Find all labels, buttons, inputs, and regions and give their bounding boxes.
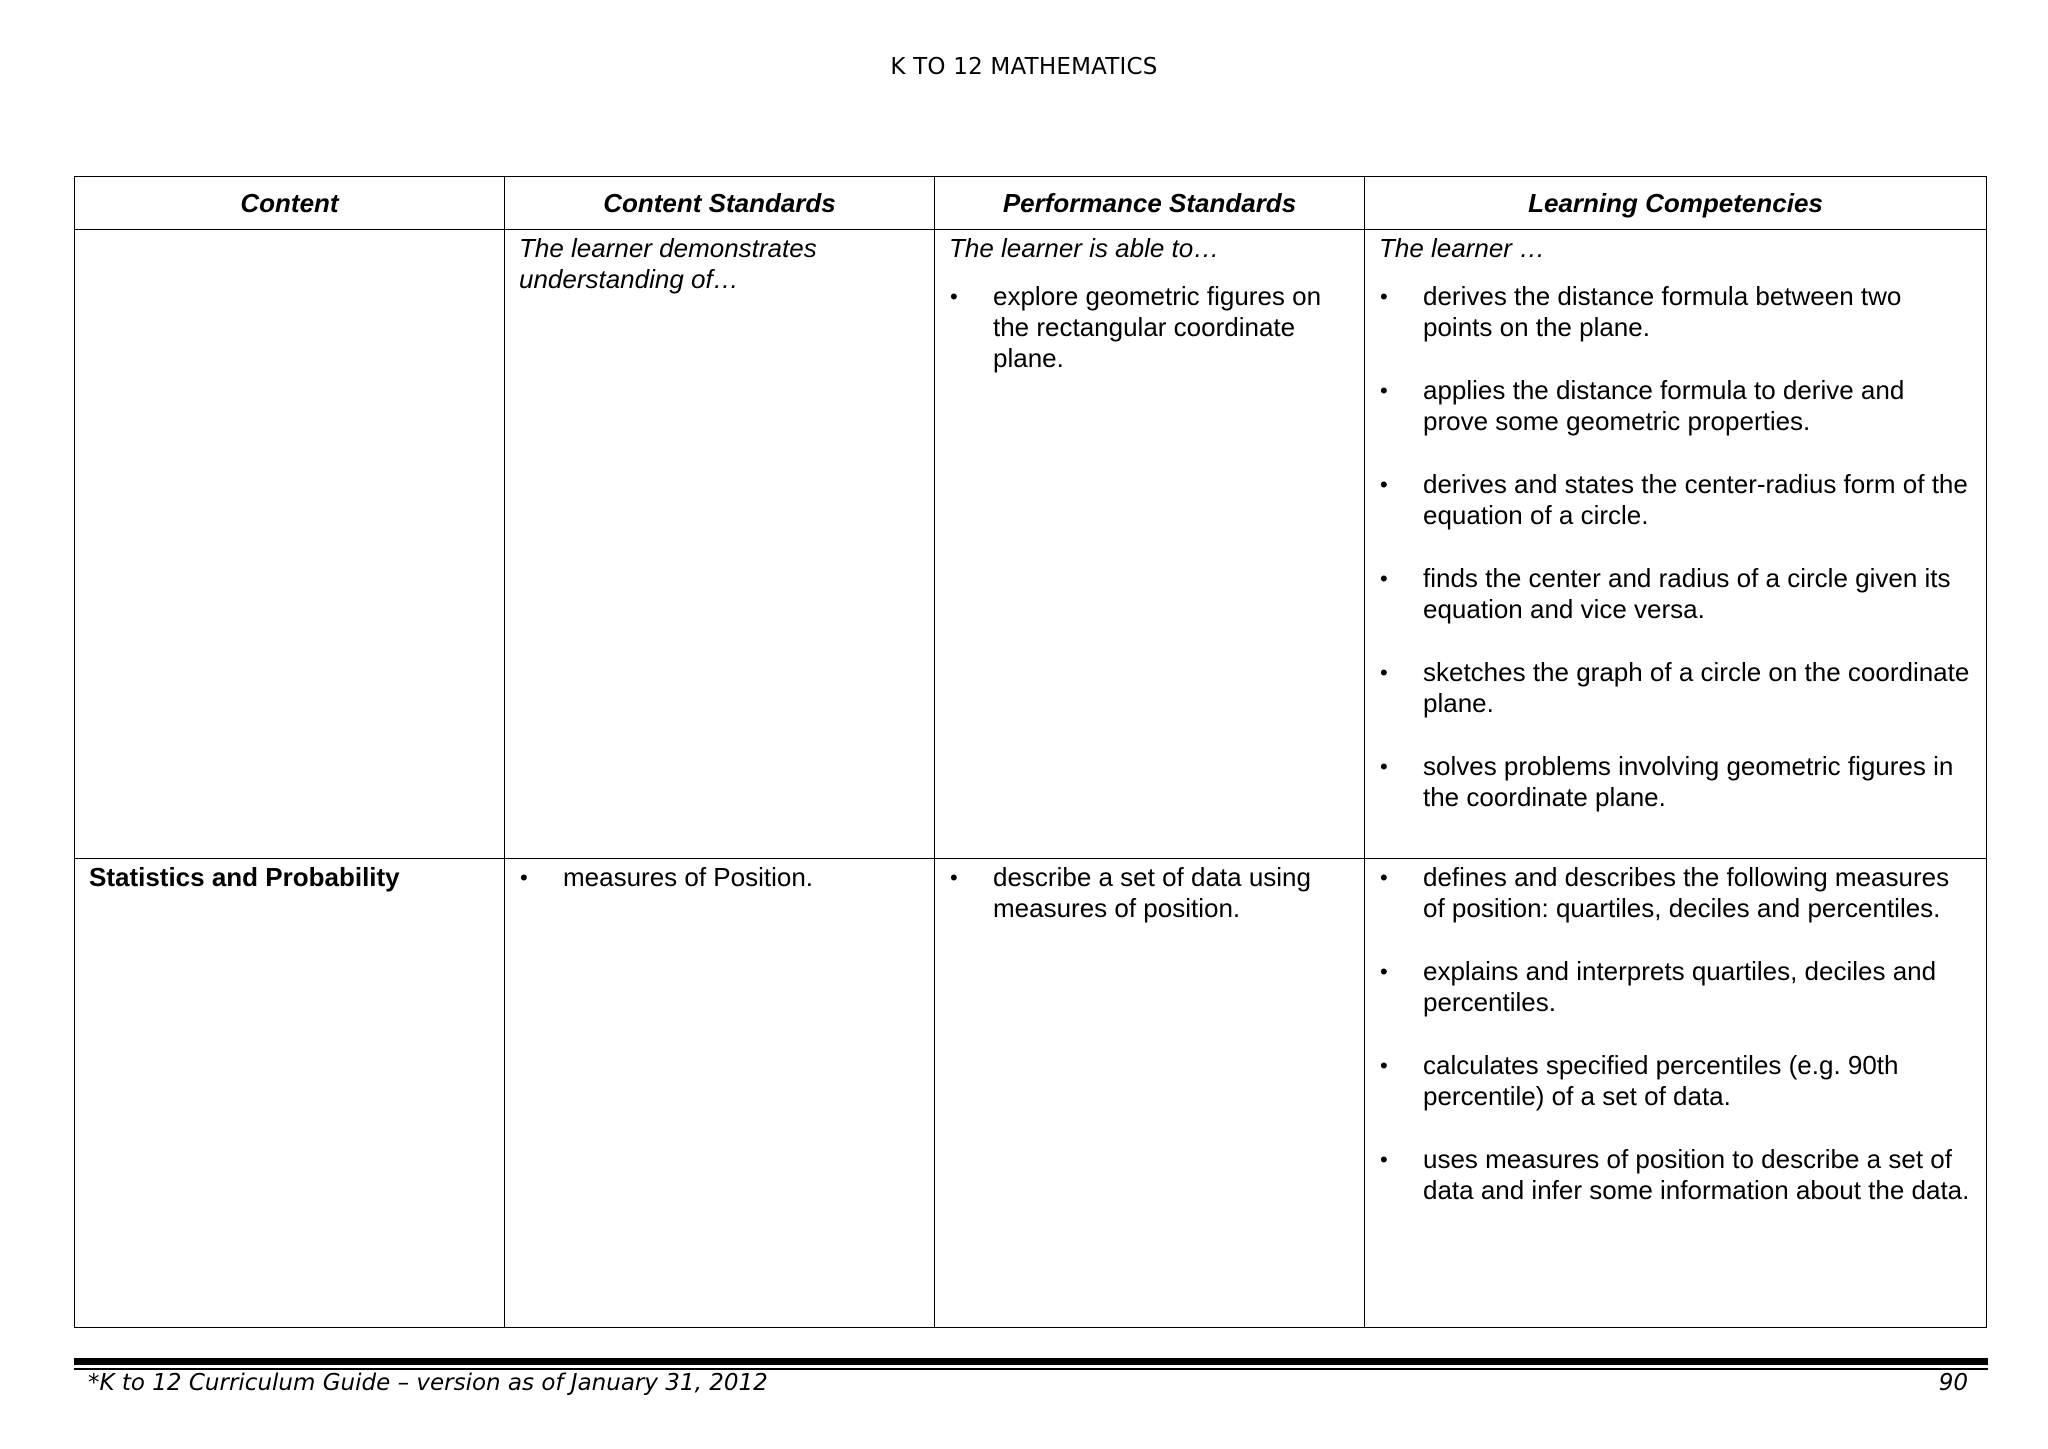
list-item-text: measures of Position. xyxy=(563,862,814,892)
column-header-content-standards: Content Standards xyxy=(505,177,935,230)
list-item-text: describe a set of data using measures of position. xyxy=(993,862,1311,923)
list-item xyxy=(519,862,920,893)
competencies-list xyxy=(1379,281,1972,813)
table-row xyxy=(75,230,1987,859)
list-item xyxy=(1379,862,1972,924)
column-header-learning-competencies: Learning Competencies xyxy=(1365,177,1987,230)
bullet-icon: • xyxy=(1380,660,1388,685)
curriculum-table xyxy=(74,176,1987,1328)
content-label: Statistics and Probability xyxy=(89,862,400,892)
list-item-text: calculates specified percentiles (e.g. 90th percentile) of a set of data. xyxy=(1423,1050,1899,1111)
performance-list xyxy=(949,862,1350,924)
table-row xyxy=(75,859,1987,1328)
content-standards-lead: The learner demonstrates understanding of… xyxy=(519,233,817,294)
page-title: K TO 12 MATHEMATICS xyxy=(890,54,1158,80)
table-header-row xyxy=(75,177,1987,230)
bullet-icon: • xyxy=(1380,1053,1388,1078)
column-header-content: Content xyxy=(75,177,505,230)
list-item-text: applies the distance formula to derive and prove some geometric properties. xyxy=(1423,375,1905,436)
performance-standards-cell xyxy=(935,230,1365,859)
bullet-icon: • xyxy=(1380,472,1388,497)
bullet-icon: • xyxy=(950,284,958,309)
bullet-icon: • xyxy=(1380,754,1388,779)
list-item xyxy=(1379,956,1972,1018)
list-item-text: finds the center and radius of a circle given its equation and vice versa. xyxy=(1423,563,1951,624)
list-item xyxy=(1379,657,1972,719)
bullet-icon: • xyxy=(1380,378,1388,403)
content-cell xyxy=(75,230,505,859)
list-item-text: derives the distance formula between two points on the plane. xyxy=(1423,281,1902,342)
bullet-icon: • xyxy=(1380,959,1388,984)
competencies-lead: The learner … xyxy=(1379,233,1546,263)
performance-list xyxy=(949,281,1350,374)
list-item xyxy=(1379,751,1972,813)
list-item-text: solves problems involving geometric figures in the coordinate plane. xyxy=(1423,751,1954,812)
footer-version-note: *K to 12 Curriculum Guide – version as of January 31, 2012 xyxy=(88,1370,768,1396)
column-header-performance-standards: Performance Standards xyxy=(935,177,1365,230)
content-label xyxy=(75,230,504,233)
list-item xyxy=(1379,375,1972,437)
list-item-text: explore geometric figures on the rectangular coordinate plane. xyxy=(993,281,1322,373)
list-item-text: defines and describes the following measures of position: quartiles, deciles and percentiles. xyxy=(1423,862,1950,923)
list-item-text: derives and states the center-radius form of the equation of a circle. xyxy=(1423,469,1968,530)
list-item-text: uses measures of position to describe a set of data and infer some information about the data. xyxy=(1423,1144,1970,1205)
list-item xyxy=(1379,469,1972,531)
list-item xyxy=(1379,1050,1972,1112)
bullet-icon: • xyxy=(950,865,958,890)
competencies-list xyxy=(1379,862,1972,1206)
bullet-icon: • xyxy=(1380,566,1388,591)
list-item-text: explains and interprets quartiles, deciles and percentiles. xyxy=(1423,956,1937,1017)
content-standards-cell xyxy=(505,230,935,859)
footer-divider xyxy=(74,1358,1988,1365)
list-item xyxy=(949,862,1350,924)
bullet-icon: • xyxy=(1380,1147,1388,1172)
bullet-icon: • xyxy=(520,865,528,890)
list-item xyxy=(949,281,1350,374)
page-number: 90 xyxy=(1938,1370,1968,1396)
list-item xyxy=(1379,281,1972,343)
list-item xyxy=(1379,563,1972,625)
list-item-text: sketches the graph of a circle on the coordinate plane. xyxy=(1423,657,1970,718)
learning-competencies-cell xyxy=(1365,859,1987,1328)
list-item xyxy=(1379,1144,1972,1206)
performance-standards-cell xyxy=(935,859,1365,1328)
learning-competencies-cell xyxy=(1365,230,1987,859)
content-cell xyxy=(75,859,505,1328)
content-standards-list xyxy=(519,862,920,893)
content-standards-cell xyxy=(505,859,935,1328)
bullet-icon: • xyxy=(1380,284,1388,309)
performance-lead: The learner is able to… xyxy=(949,233,1220,263)
bullet-icon: • xyxy=(1380,865,1388,890)
